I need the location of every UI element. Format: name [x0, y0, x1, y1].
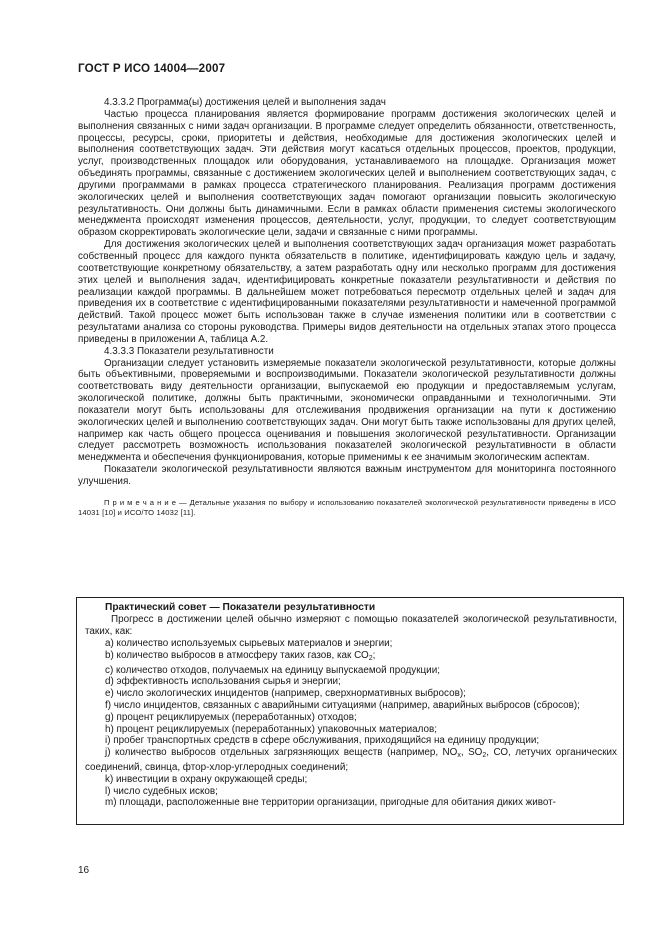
list-item: е) число экологических инцидентов (например, сверхнормативных выбросов);: [105, 688, 466, 700]
item-text: j) количество выбросов отдельных загрязняющих веществ (например, NO: [105, 747, 458, 759]
section-heading-4-3-3-2: 4.3.3.2 Программа(ы) достижения целей и выполнения задач: [104, 97, 386, 108]
subscript: 2: [368, 654, 373, 662]
list-item: l) число судебных исков;: [105, 785, 218, 797]
page-number: 16: [78, 865, 90, 876]
list-item: [85, 650, 617, 665]
list-item: с) количество отходов, получаемых на единицу выпускаемой продукции;: [105, 664, 440, 676]
main-content: [78, 97, 616, 527]
list-item: i) пробег транспортных средств в сфере обслуживания, приходящийся на единицу продукции;: [105, 735, 540, 747]
paragraph: Частью процесса планирования является формирование программ достижения экологических целей и выполнения связанных с ними задач организации. В программе следует определить обязанности, ответственность, процессы, ресурсы, сроки, приоритеты и действия, необходимые для достижения экологических целей и выполнения соответствующих задач. Эти действия могут касаться отдельных процессов, проектов, продукции, услуг, производственных площадок или оборудования, устанавливаемого на площадке. Организация может объединять программы, связанные с достижением экологических целей и выполнением соответствующих задач, с другими программами в рамках процесса стратегического планирования. Реализация программ достижения экологических целей и выполнения соответствующих задач помогают организации повысить экологическую результативность. Они должны быть динамичными. Если в рамках области применения системы экологического менеджмента происходят изменения процессов, деятельности, услуг, продукции, то следует соответствующим образом скорректировать экологические цели, задачи и связанные с ними программы.: [78, 108, 616, 239]
list-item: h) процент рециклируемых (переработанных) упаковочных материалов;: [105, 723, 437, 735]
paragraph: Показатели экологической результативности являются важным инструментом для мониторинга постоянного улучшения.: [78, 464, 616, 487]
paragraph: Организации следует установить измеряемые показатели экологической результативности, которые должны быть объективными, проверяемыми и воспроизводимыми. Показатели экологической результативности должны соответствовать виду деятельности организации, выпускаемой ею продукции и предоставляемым услугам, экологической политике, должны быть практичными, экономически оправданными и технологичными. Эти показатели могут быть использованы для отслеживания продвижения организации на пути к достижению экологических целей и выполнению соответствующих задач. Они могут быть также использованы для других целей, например как часть общего процесса оценивания и повышения экологической результативности. Организации следует рассмотреть возможность использования показателей экологической результативности в области менеджмента и обеспечения функционирования, которые применимы к ее значимым экологическим аспектам.: [78, 357, 616, 464]
box-title: Практический совет — Показатели результативности: [105, 602, 376, 613]
paragraph: Для достижения экологических целей и выполнения соответствующих задач организация может разработать собственный процесс для каждого пункта обязательств в политике, идентифицировать каждую цель и задачу, соответствующие конкретному обязательству, а затем разработать одну или несколько программ для достижения этих целей и выполнения задач, идентифицировать конкретные показатели результативности и действия по реализации каждой программы. В дальнейшем может потребоваться пересмотр отдельных целей и задач для приведения их в соответствие с идентифицированными показателями результативности и намеченной программой действий. Такой процесс может быть использован также в случае изменения политики или в соответствии с результатами анализа со стороны руководства. Примеры видов деятельности на отдельных этапах этого процесса приведены в приложении А, таблица А.2.: [78, 239, 616, 345]
box-intro: Прогресс в достижении целей обычно измеряют с помощью показателей экологической результативности, таких, как:: [85, 614, 617, 638]
item-text: , СО, летучих органических соединений, свинца, фтор-хлор-углеродных соединений;: [85, 747, 617, 773]
item-text: , SO: [460, 747, 483, 759]
list-item: d) эффективность использования сырья и энергии;: [105, 676, 341, 688]
list-item: а) количество используемых сырьевых материалов и энергии;: [105, 638, 393, 649]
list-item: f) число инцидентов, связанных с аварийными ситуациями (например, аварийных выбросов (сбросов);: [105, 699, 580, 711]
item-text: b) количество выбросов в атмосферу таких газов, как СО: [105, 649, 369, 661]
section-heading-4-3-3-3: 4.3.3.3 Показатели результативности: [104, 345, 274, 357]
list-item: g) процент рециклируемых (переработанных) отходов;: [105, 711, 357, 723]
note: П р и м е ч а н и е — Детальные указания по выбору и использованию показателей экологической результативности приведены в ИСО 14031 [10] и ИСО/ТО 14032 [11].: [78, 497, 616, 518]
subscript: 2: [482, 752, 487, 760]
list-item: k) инвестиции в охрану окружающей среды;: [105, 773, 308, 785]
subscript: х: [457, 752, 461, 760]
list-item: [85, 747, 617, 774]
practical-advice-box: [76, 597, 624, 825]
document-header: ГОСТ Р ИСО 14004—2007: [78, 62, 226, 75]
list-item: m) площади, расположенные вне территории организации, пригодные для обитания диких живот-: [105, 797, 556, 809]
item-text: ;: [372, 649, 376, 661]
